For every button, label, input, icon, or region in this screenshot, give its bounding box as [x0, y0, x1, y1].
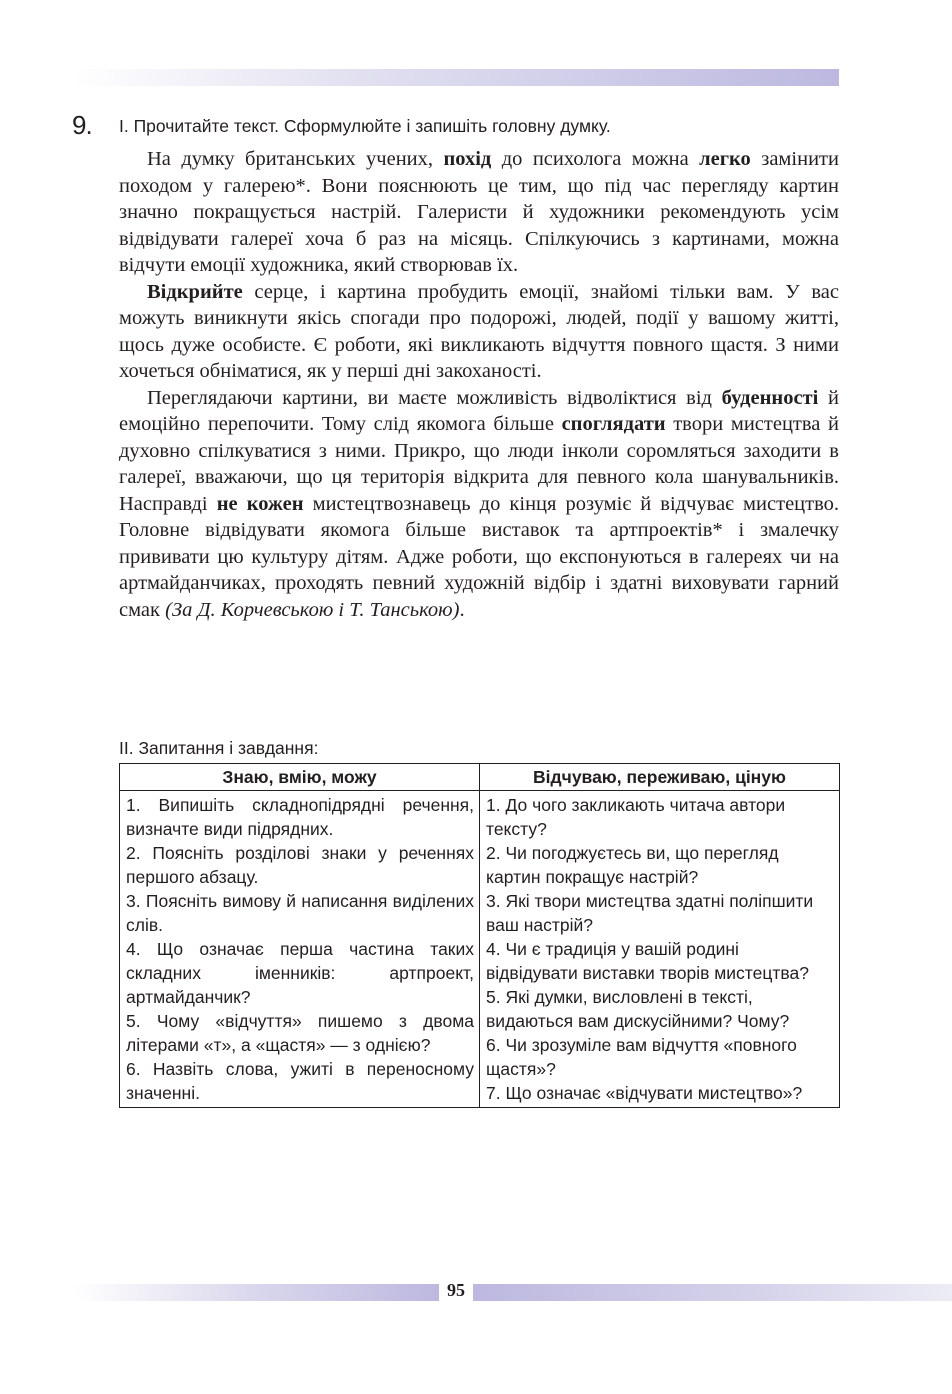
questions-heading: ІІ. Запитання і завдання: — [119, 738, 319, 758]
page-number: 95 — [447, 1280, 465, 1300]
task-item: 2. Поясніть розділові знаки у реченнях першого абзацу. — [126, 843, 474, 887]
bottom-decorative-bar-right — [473, 1284, 952, 1301]
highlighted-word: Відкрийте — [147, 280, 243, 303]
bottom-decorative-bar-left — [73, 1284, 439, 1301]
task-item: 3. Які твори мистецтва здатні поліпшити ваш настрій? — [486, 891, 814, 935]
column-know-tasks — [120, 791, 480, 1108]
column-header-know: Знаю, вмію, можу — [120, 764, 480, 791]
highlighted-word: не кожен — [216, 492, 304, 515]
reading-text — [119, 146, 839, 623]
task-item: 2. Чи погоджуєтесь ви, що перегляд картин покращує настрій? — [486, 843, 779, 887]
highlighted-word: легко — [699, 148, 751, 170]
paragraph-3: Переглядаючи картини, ви маєте можливість відволіктися від буденності й емоційно перепочити. Тому слід якомога більше споглядати твори мистецтва й духовно спілкуватися з ними. Прикро, що люди інколи соромляться заходити в галереї, вважаючи, що ця територія відкрита для певного кола шанувальників. Насправді не кожен мистецтвознавець до кінця розуміє й відчуває мистецтво. Головне відвідувати якомога більше виставок та артпроектів* і змалечку прививати цю культуру дітям. Адже роботи, що експонуються в галереях чи на артмайданчиках, проходять певний художній відбір і здатні виховувати гарний смак (За Д. Корчевською і Т. Танською). — [119, 386, 840, 621]
source-citation: (За Д. Корчевською і Т. Танською) — [165, 598, 460, 621]
task-item: 5. Чому «відчуття» пишемо з двома літерами «т», а «щастя» — з однією? — [126, 1011, 474, 1055]
highlighted-word: споглядати — [561, 413, 666, 435]
task-item: 4. Що означає перша частина таких складних іменників: артпроект, артмайданчик? — [126, 939, 474, 1007]
exercise-task: І. Прочитайте текст. Сформулюйте і запишіть головну думку. — [119, 116, 611, 136]
exercise-number: 9. — [72, 110, 92, 140]
task-item: 4. Чи є традиція у вашій родині відвідувати виставки творів мистецтва? — [486, 939, 809, 983]
task-item: 1. До чого закликають читача автори тексту? — [486, 795, 786, 839]
task-item: 6. Чи зрозуміле вам відчуття «повного щастя»? — [486, 1035, 797, 1079]
paragraph-2: Відкрийте серце, і картина пробудить емоції, знайомі тільки вам. У вас можуть виникнути якісь спогади про подорожі, людей, події у вашому житті, щось дуже особисте. Є роботи, які викликають відчуття повного щастя. З ними хочеться обніматися, як у перші дні закоханості. — [119, 280, 839, 382]
task-item: 5. Які думки, висловлені в тексті, видаються вам дискусійними? Чому? — [486, 987, 790, 1031]
column-feel-tasks — [480, 791, 840, 1108]
column-header-feel: Відчуваю, переживаю, ціную — [480, 764, 840, 791]
paragraph-1: На думку британських учених, похід до психолога можна легко замінити походом у галерею*. Вони пояснюють це тим, що під час перегляду картин значно покращується настрій. Галеристи й художники рекомендують усім відвідувати галереї хоча б раз на місяць. Спілкуючись з картинами, можна відчути емоції художника, який створював їх. — [119, 148, 839, 276]
task-item: 6. Назвіть слова, ужиті в переносному значенні. — [126, 1059, 474, 1103]
questions-table — [119, 763, 840, 1108]
task-item: 3. Поясніть вимову й написання виділених слів. — [126, 891, 474, 935]
highlighted-word: буденності — [721, 386, 819, 409]
top-decorative-bar — [73, 69, 839, 86]
task-item: 7. Що означає «відчувати мистецтво»? — [486, 1083, 803, 1103]
task-item: 1. Випишіть складнопідрядні речення, визначте види підрядних. — [126, 795, 474, 839]
highlighted-word: похід — [443, 148, 492, 170]
